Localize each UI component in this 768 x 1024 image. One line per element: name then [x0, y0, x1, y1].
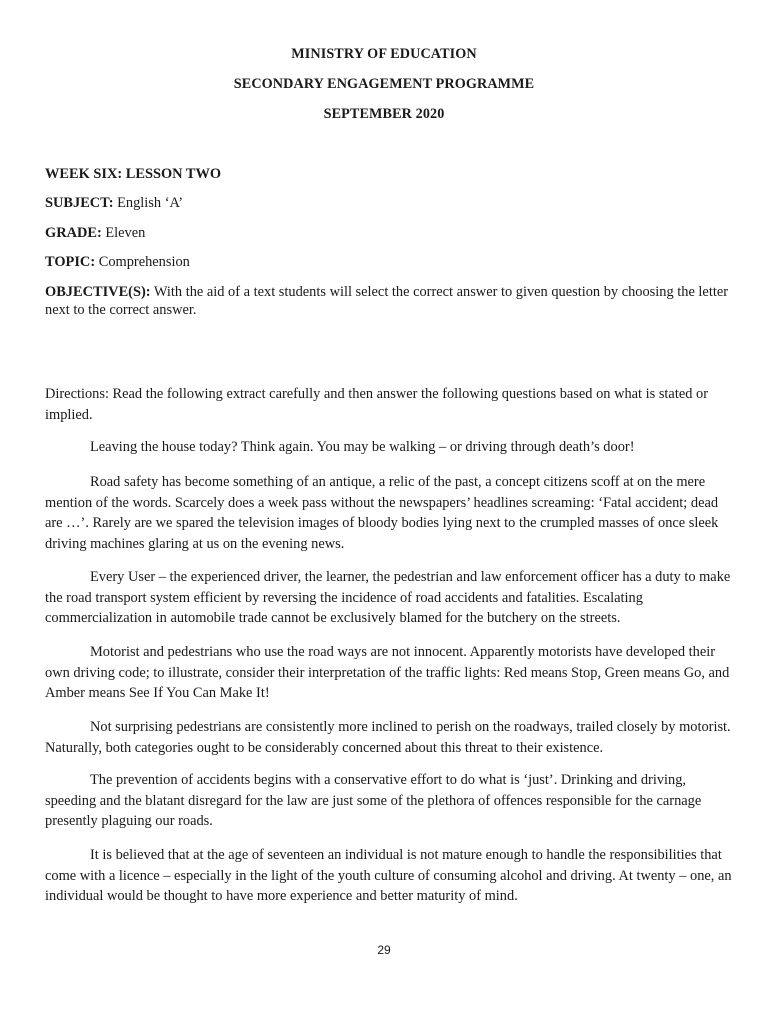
topic-value: Comprehension [98, 254, 190, 270]
week-lesson-line [45, 165, 735, 183]
grade-line [45, 224, 735, 242]
ministry-heading: MINISTRY OF EDUCATION [291, 46, 477, 62]
objective-label: OBJECTIVE(S): [45, 284, 151, 300]
topic-label: TOPIC: [45, 254, 96, 270]
passage-paragraph-3: Every User – the experienced driver, the learner, the pedestrian and law enforcement officer has a duty to make the road transport system efficient by reversing the incidence of road accidents and fatalities. Escalating commercialization in automobile trade cannot be exclusively blamed for the butchery on the streets. [45, 569, 731, 626]
programme-heading: SECONDARY ENGAGEMENT PROGRAMME [233, 76, 535, 92]
week-lesson-label: WEEK SIX: LESSON TWO [45, 166, 222, 182]
passage-paragraph-4: Motorist and pedestrians who use the road ways are not innocent. Apparently motorists have developed their own driving code; to illustrate, consider their interpretation of the traffic lights: Red means Stop, Green means Go, and Amber means See If You Can Make It! [45, 644, 730, 701]
page-number: 29 [377, 943, 391, 957]
passage-paragraph-7: It is believed that at the age of seventeen an individual is not mature enough to handle the responsibilities that come with a licence – especially in the light of the youth culture of consuming alcohol and driving. At twenty – one, an individual would be thought to have more experience and better maturity of mind. [45, 847, 732, 904]
objective-value: With the aid of a text students will select the correct answer to given question by choosing the letter next to the correct answer. [45, 284, 728, 318]
directions-paragraph: Directions: Read the following extract carefully and then answer the following questions based on what is stated or implied. [45, 386, 708, 423]
objective-line [45, 283, 735, 319]
subject-value: English ‘A’ [117, 195, 184, 211]
date-heading: SEPTEMBER 2020 [323, 106, 445, 122]
grade-label: GRADE: [45, 225, 102, 241]
passage-paragraph-5: Not surprising pedestrians are consistently more inclined to perish on the roadways, trailed closely by motorist. Naturally, both categories ought to be considerably concerned about this threat to their existence. [45, 719, 731, 756]
passage-paragraph-1: Leaving the house today? Think again. You may be walking – or driving through death’s door! [90, 439, 635, 455]
topic-line [45, 253, 735, 271]
passage-paragraph-6: The prevention of accidents begins with a conservative effort to do what is ‘just’. Drinking and driving, speeding and the blatant disregard for the law are just some of the plethora of offences responsible for the carnage presently plaguing our roads. [45, 772, 702, 829]
grade-value: Eleven [105, 225, 146, 241]
subject-line [45, 194, 735, 212]
passage-paragraph-2: Road safety has become something of an antique, a relic of the past, a concept citizens scoff at on the mere mention of the words. Scarcely does a week pass without the newspapers’ headlines screaming: ‘Fatal accident; dead are …’. Rarely are we spared the television images of bloody bodies lying next to the crumpled masses of once sleek driving machines glaring at us on the evening news. [45, 474, 719, 552]
subject-label: SUBJECT: [45, 195, 114, 211]
